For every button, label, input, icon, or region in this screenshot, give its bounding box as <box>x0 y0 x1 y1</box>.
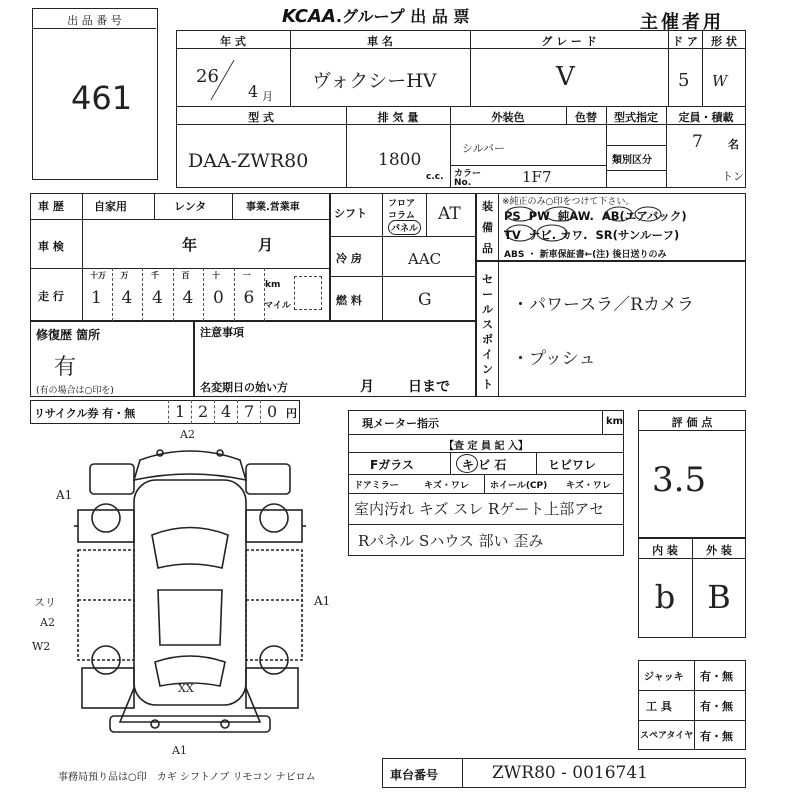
history-private: 自家用 <box>94 200 127 213</box>
evaluation-score: 3.5 <box>652 460 707 500</box>
doors-label: ド ア <box>672 35 698 48</box>
inspector-comment-2: Rパネル Sハウス 部い 歪み <box>358 532 544 550</box>
jack-label: ジャッキ <box>644 672 684 683</box>
chassis-label: 車台番号 <box>390 768 439 782</box>
recycle-unit: 円 <box>286 407 297 420</box>
mark-right: A1 <box>314 594 331 608</box>
year-value: 26 <box>196 66 219 87</box>
history-label: 車 歴 <box>38 200 64 213</box>
mileage-digit-value: 1 <box>91 288 102 308</box>
inspection-label: 車 検 <box>38 240 64 253</box>
equipment-row2: TV ナビ. カワ. SR(サンルーフ) <box>504 228 680 242</box>
mileage-digit-value: 0 <box>213 288 224 308</box>
mark-left-lower-3: W2 <box>32 640 51 653</box>
mileage-digit-value: 4 <box>121 288 133 308</box>
color-no-value: 1F7 <box>522 168 552 186</box>
mileage-digit-header: 千 <box>151 271 159 280</box>
recycle-label: リサイクル券 有・無 <box>34 407 136 420</box>
car-diagram <box>70 440 310 740</box>
mark-top: A2 <box>180 428 195 441</box>
model-label: 型 式 <box>248 111 274 124</box>
crack-label: ヒビワレ <box>548 458 597 472</box>
brand-logo: KCAA <box>282 6 336 27</box>
deadline-label: 名変期日の始い方 <box>200 381 288 394</box>
doors-value: 5 <box>678 70 690 91</box>
color-no-label: カラーNo. <box>454 169 482 188</box>
mark-left-upper: A1 <box>56 488 73 502</box>
km-label: km <box>265 280 281 290</box>
mileage-digit-cell <box>235 268 266 321</box>
fuel-value: G <box>418 290 432 310</box>
mileage-digit-cell <box>113 268 144 321</box>
windshield-label: Fガラス <box>370 458 414 472</box>
type-designation-label: 型式指定 <box>614 111 658 124</box>
classification-label: 類別区分 <box>612 155 652 166</box>
body-label: 形 状 <box>711 35 737 48</box>
displacement-value: 1800 <box>378 150 422 170</box>
year-label: 年 式 <box>220 35 246 48</box>
grade-value: V <box>556 62 575 92</box>
mile-checkbox[interactable] <box>294 276 322 310</box>
shift-value: AT <box>438 204 461 224</box>
capacity-unit: 名 <box>728 138 739 151</box>
mark-rear: XX <box>178 682 194 695</box>
mileage-digit-cell <box>204 268 235 321</box>
grade-label: グ レ ー ド <box>541 35 597 48</box>
shift-floor: フロア <box>388 199 416 209</box>
copy-label: 主催者用 <box>640 12 724 33</box>
name-value: ヴォクシーHV <box>312 70 437 92</box>
tool-value: 有・無 <box>700 700 733 713</box>
mileage-digit-header: 十 <box>212 271 220 280</box>
repair-label: 修復歴 箇所 <box>36 328 101 342</box>
inspector-heading: 【査 定 員 記 入】 <box>444 441 528 452</box>
recycle-digit-value: 7 <box>244 402 255 421</box>
recycle-digit-cell <box>237 400 260 424</box>
mileage-digit-header: 百 <box>181 271 190 280</box>
mark-left-lower-1: スリ <box>34 596 56 609</box>
sales-points-label: セールスポイント <box>482 273 493 391</box>
shift-label: シフト <box>334 207 367 220</box>
sales-point-2: ・プッシュ <box>512 349 596 369</box>
history-rental: レンタ <box>174 200 207 213</box>
equipment-circles <box>476 193 746 261</box>
chassis-value: ZWR80 - 0016741 <box>492 763 648 783</box>
exterior-grade: B <box>707 578 731 616</box>
title-text: .グループ 出 品 票 <box>335 7 470 26</box>
body-value: W <box>712 72 728 90</box>
jack-value: 有・無 <box>700 670 733 683</box>
spare-value: 有・無 <box>700 730 733 743</box>
chip-circle <box>456 454 478 473</box>
mark-left-lower-2: A2 <box>40 616 55 629</box>
recycle-digit-cell <box>260 400 283 424</box>
mileage-digit-cell <box>82 268 113 321</box>
meter-label: 現メーター指示 <box>362 417 439 430</box>
mark-bottom: A1 <box>172 744 187 757</box>
mileage-digit-value: 6 <box>243 288 255 308</box>
sales-points-block <box>476 261 746 397</box>
inspection-year-unit: 年 <box>182 236 198 254</box>
displacement-unit: c.c. <box>426 172 444 182</box>
evaluation-label: 評 価 点 <box>671 416 713 429</box>
ac-label: 冷 房 <box>336 252 362 265</box>
spare-label: スペアタイヤ <box>640 731 694 741</box>
name-label: 車 名 <box>367 35 393 48</box>
exterior-color-label: 外装色 <box>491 111 525 124</box>
mileage-digit-header: 十万 <box>90 271 106 280</box>
inspector-comment-1: 室内汚れ キズ スレ Rゲート上部アセ <box>354 500 605 518</box>
mileage-digit-header: 万 <box>120 271 129 280</box>
mirror-value: キズ・ワレ <box>424 481 469 491</box>
inspection-month-unit: 月 <box>258 236 274 254</box>
model-value: DAA-ZWR80 <box>188 150 309 172</box>
ac-value: AAC <box>408 250 442 268</box>
wheel-value: キズ・ワレ <box>566 481 611 491</box>
mileage-label: 走 行 <box>38 290 64 303</box>
recycle-digit-value: 1 <box>175 402 186 421</box>
deadline-month: 月 <box>360 379 374 395</box>
recycle-digit-value: 2 <box>198 402 209 421</box>
mileage-digit-value: 4 <box>182 288 194 308</box>
shift-column: コラム <box>388 211 415 221</box>
recycle-digit-cell <box>168 400 191 424</box>
recycle-digit-value: 4 <box>221 402 232 421</box>
load-unit: トン <box>722 170 744 183</box>
office-note: 事務局預り品は○印 カギ シフトノブ リモコン ナビロム <box>58 772 316 783</box>
capacity-value: 7 <box>692 132 703 152</box>
notes-label: 注意事項 <box>200 326 244 339</box>
equipment-label: 装 備 品 <box>482 200 493 255</box>
recycle-digit-value: 0 <box>267 402 278 421</box>
equipment-note: ※純正のみ○印をつけて下さい。 <box>502 197 635 207</box>
month-value: 4 <box>248 82 259 101</box>
tool-label: 工 具 <box>646 700 672 713</box>
recycle-digit-cell <box>191 400 214 424</box>
lot-number-value: 461 <box>71 79 133 117</box>
sales-point-1: ・パワースラ／Rカメラ <box>512 295 694 315</box>
mileage-digit-cell <box>143 268 174 321</box>
exterior-label: 外 装 <box>706 544 732 557</box>
deadline-day: 日まで <box>408 379 450 395</box>
mileage-digit-cell <box>174 268 205 321</box>
equipment-row3: ABS ・ 新車保証書←(注) 後日送りのみ <box>504 250 667 260</box>
meter-km-unit: km <box>606 416 624 427</box>
lot-number-box <box>32 8 158 180</box>
lot-number-label: 出 品 番 号 <box>67 14 122 27</box>
equipment-row1: PS PW 純AW. AB(エアバック) <box>504 209 687 223</box>
form-title <box>282 4 469 27</box>
interior-grade: b <box>654 578 676 616</box>
wheel-label: ホイール(CP) <box>490 481 548 491</box>
chip-label: キ ビ 石 <box>462 458 507 472</box>
capacity-label: 定員・積載 <box>678 111 734 124</box>
mileage-digit-value: 4 <box>152 288 163 308</box>
displacement-label: 排 気 量 <box>377 111 419 124</box>
interior-label: 内 装 <box>652 544 678 557</box>
repair-value: 有 <box>54 355 77 380</box>
recycle-digit-cell <box>214 400 237 424</box>
color-value: シルバー <box>462 142 505 155</box>
month-unit: 月 <box>262 90 273 103</box>
history-business: 事業.営業車 <box>246 202 300 213</box>
fuel-label: 燃 料 <box>336 294 362 307</box>
mirror-label: ドアミラー <box>354 481 399 491</box>
mileage-digit-header: 一 <box>242 271 251 280</box>
repair-note: (有の場合は○印を) <box>36 386 114 396</box>
shift-panel: パネル <box>388 220 421 235</box>
mile-label: マイル <box>264 301 291 311</box>
color-change-label: 色替 <box>575 111 597 124</box>
